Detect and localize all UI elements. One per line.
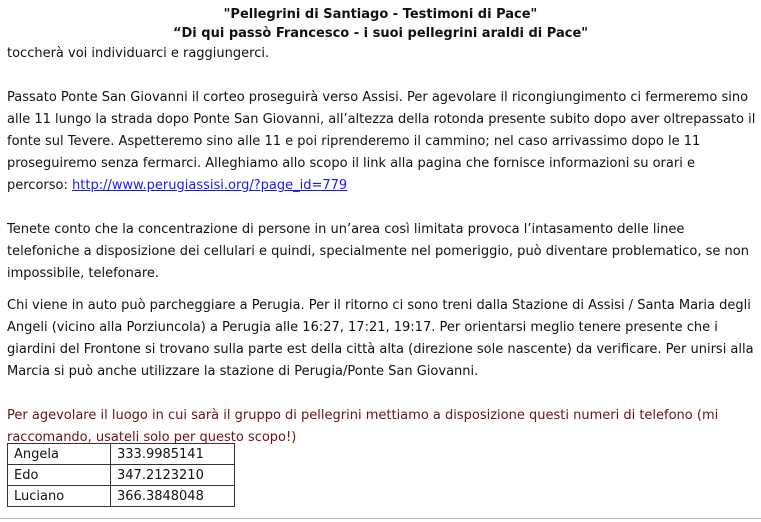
page-bottom-divider xyxy=(0,518,761,519)
paragraph-ponte-san-giovanni xyxy=(7,87,757,197)
contact-phone: 333.9985141 xyxy=(111,444,235,465)
paragraph-ponte-text: Passato Ponte San Giovanni il corteo proseguirà verso Assisi. Per agevolare il ricongiungimento ci fermeremo sino alle 11 lungo la strada dopo Ponte San Giovanni, all’altezza della rotonda presente subito dopo aver oltrepassato il fonte sul Tevere. Aspetteremo sino alle 11 e poi riprenderemo il cammino; nel caso arrivassimo dopo le 11 proseguiremo senza fermarci. Alleghiamo allo scopo il link alla pagina che fornisce informazioni su orari e percorso: xyxy=(7,90,756,193)
contact-name: Angela xyxy=(8,444,111,465)
table-row xyxy=(8,465,235,486)
paragraph-numeri: Per agevolare il luogo in cui sarà il gruppo di pellegrini mettiamo a disposizione questi numeri di telefono (mi raccomando, usateli solo per questo scopo!) xyxy=(7,408,719,445)
contact-phone: 347.2123210 xyxy=(111,465,235,486)
paragraph-auto-treni: Chi viene in auto può parcheggiare a Perugia. Per il ritorno ci sono treni dalla Stazione di Assisi / Santa Maria degli Angeli (vicino alla Porziuncola) a Perugia alle 16:27, 17:21, 19:17. Per orientarsi meglio tenere presente che i giardini del Frontone si trovano sulla parte est della città alta (direzione sole nascente) da verificare. Per unirsi alla Marcia si può anche utilizzare la stazione di Perugia/Ponte San Giovanni. xyxy=(7,298,754,379)
contact-name: Luciano xyxy=(8,486,111,507)
contact-name: Edo xyxy=(8,465,111,486)
paragraph-intro: toccherà voi individuarci e raggiungerci. xyxy=(7,46,270,61)
contacts-table xyxy=(7,443,235,507)
document-subtitle: “Di qui passò Francesco - i suoi pellegrini araldi di Pace" xyxy=(172,26,589,41)
document-header xyxy=(0,0,761,43)
document-title: "Pellegrini di Santiago - Testimoni di Pace" xyxy=(223,7,538,22)
table-row xyxy=(8,486,235,507)
table-row xyxy=(8,444,235,465)
paragraph-telefoni: Tenete conto che la concentrazione di persone in un’area così limitata provoca l’intasamento delle linee telefoniche a disposizione dei cellulari e quindi, specialmente nel pomeriggio, può diventare problematico, se non impossibile, telefonare. xyxy=(7,222,749,281)
contact-phone: 366.3848048 xyxy=(111,486,235,507)
perugiassisi-link[interactable]: http://www.perugiassisi.org/?page_id=779 xyxy=(72,178,348,193)
